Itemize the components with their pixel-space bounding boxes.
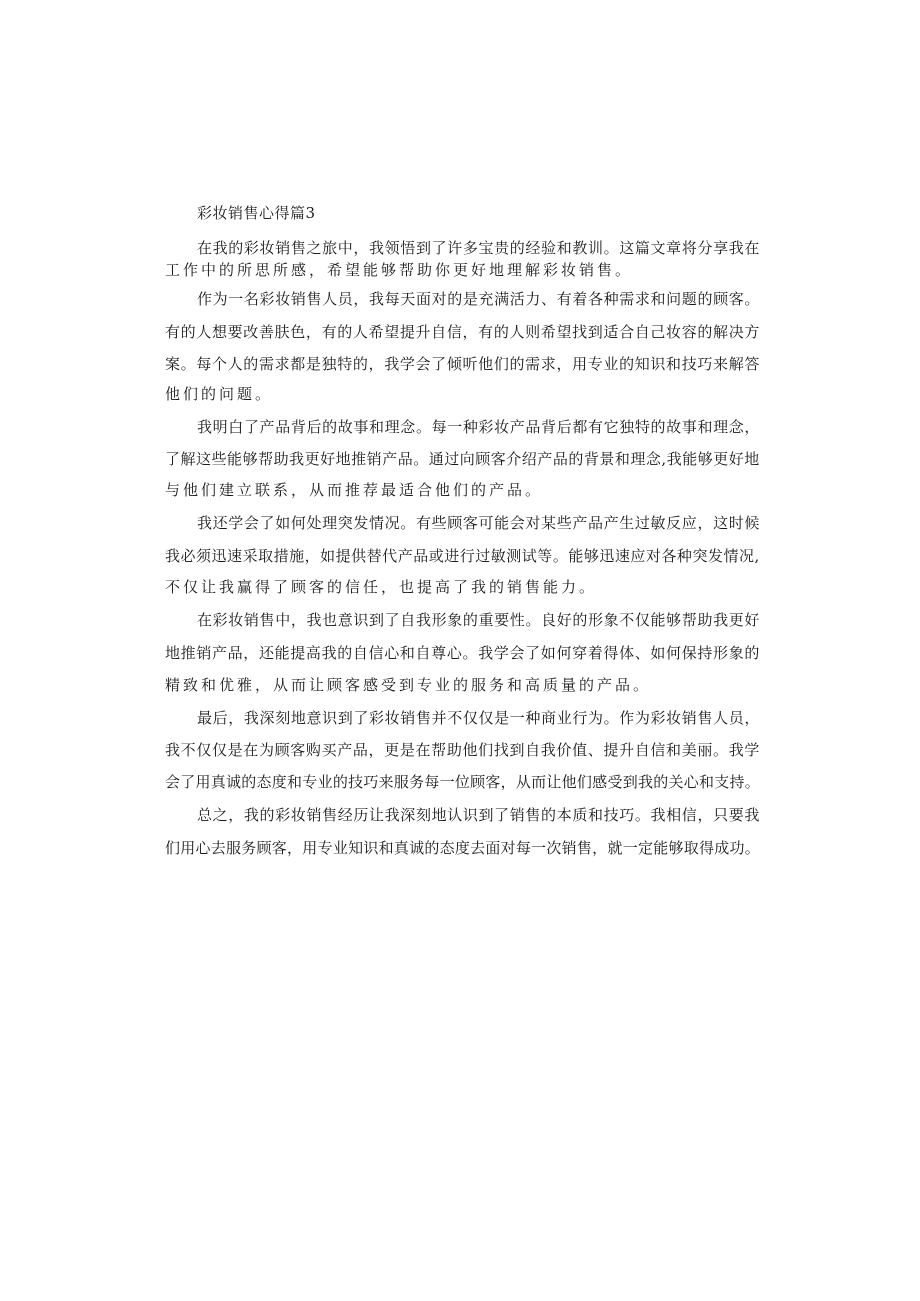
paragraph-4-line-1: 我还学会了如何处理突发情况。有些顾客可能会对某些产品产生过敏反应，这时候 bbox=[197, 514, 761, 532]
paragraph-4-line-3: 不仅让我赢得了顾客的信任，也提高了我的销售能力。 bbox=[165, 578, 598, 596]
paragraph-1-line-2: 工作中的所思所感，希望能够帮助你更好地理解彩妆销售。 bbox=[165, 261, 634, 279]
paragraph-2-line-1: 作为一名彩妆销售人员，我每天面对的是充满活力、有着各种需求和问题的顾客。 bbox=[197, 290, 761, 308]
paragraph-1-line-1: 在我的彩妆销售之旅中，我领悟到了许多宝贵的经验和教训。这篇文章将分享我在 bbox=[197, 239, 761, 257]
paragraph-2-line-4: 他们的问题。 bbox=[165, 385, 274, 403]
paragraph-3-line-3: 与他们建立联系，从而推荐最适合他们的产品。 bbox=[165, 481, 544, 499]
paragraph-3-line-1: 我明白了产品背后的故事和理念。每一种彩妆产品背后都有它独特的故事和理念， bbox=[197, 418, 761, 436]
document-title: 彩妆销售心得篇3 bbox=[197, 204, 316, 222]
paragraph-6-line-2: 我不仅仅是在为顾客购买产品，更是在帮助他们找到自我价值、提升自信和美丽。我学 bbox=[165, 741, 761, 759]
paragraph-2-line-2: 有的人想要改善肤色，有的人希望提升自信，有的人则希望找到适合自己妆容的解决方 bbox=[165, 323, 761, 341]
paragraph-7-line-1: 总之，我的彩妆销售经历让我深刻地认识到了销售的本质和技巧。我相信，只要我 bbox=[197, 806, 761, 824]
paragraph-7-line-2: 们用心去服务顾客，用专业知识和真诚的态度去面对每一次销售，就一定能够取得成功。 bbox=[165, 839, 761, 857]
paragraph-3-line-2: 了解这些能够帮助我更好地推销产品。通过向顾客介绍产品的背景和理念,我能够更好地 bbox=[165, 450, 760, 468]
paragraph-4-line-2: 我必须迅速采取措施，如提供替代产品或进行过敏测试等。能够迅速应对各种突发情况, bbox=[165, 547, 760, 565]
paragraph-6-line-1: 最后，我深刻地意识到了彩妆销售并不仅仅是一种商业行为。作为彩妆销售人员， bbox=[197, 709, 761, 727]
paragraph-5-line-2: 地推销产品，还能提高我的自信心和自尊心。我学会了如何穿着得体、如何保持形象的 bbox=[165, 644, 761, 662]
paragraph-5-line-3: 精致和优雅，从而让顾客感受到专业的服务和高质量的产品。 bbox=[165, 676, 652, 694]
paragraph-6-line-3: 会了用真诚的态度和专业的技巧来服务每一位顾客，从而让他们感受到我的关心和支持。 bbox=[165, 773, 761, 791]
paragraph-5-line-1: 在彩妆销售中，我也意识到了自我形象的重要性。良好的形象不仅能够帮助我更好 bbox=[197, 611, 761, 629]
paragraph-2-line-3: 案。每个人的需求都是独特的，我学会了倾听他们的需求，用专业的知识和技巧来解答 bbox=[165, 355, 761, 373]
